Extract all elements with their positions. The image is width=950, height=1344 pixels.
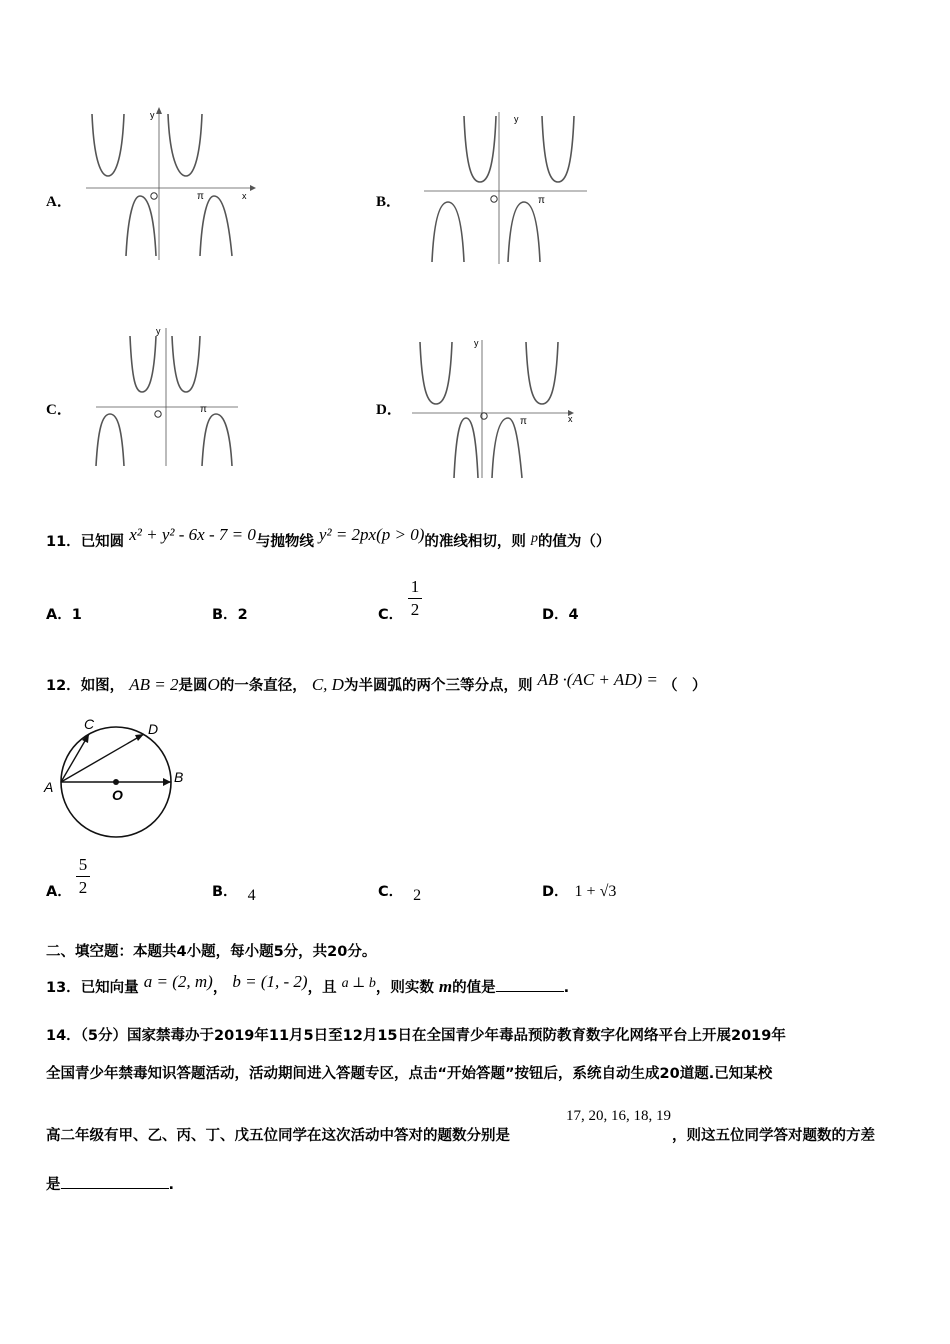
q11-option-b-value: 2 [237,607,248,623]
q14-line-4-text: 是 [46,1177,61,1193]
pi-tick-label: π [538,195,545,206]
q14-end: . [168,1177,175,1193]
q12-text4: 为半圆弧的两个三等分点，则 [343,678,533,694]
q12-number: 12． [46,678,81,694]
q12-text2: 是圆 [178,678,208,694]
section-2-heading: 二、填空题：本题共4小题，每小题5分，共20分。 [46,944,377,960]
q12-option-d [542,880,616,901]
q12-option-d-value: 1 + √3 [574,883,617,900]
q12-option-c [378,880,422,904]
q14-line-3a: 高二年级有甲、乙、丙、丁、戊五位同学在这次活动中答对的题数分别是 [46,1128,510,1144]
q13-var-m: m [438,977,453,996]
q13-text2: ，且 [307,980,337,996]
y-axis-label: y [514,114,519,124]
q13-end: . [563,980,570,996]
q11-text2: 与抛物线 [255,534,314,550]
q11-stem [46,525,611,551]
q11-text3: 的准线相切，则 [424,534,526,550]
y-axis-label: y [150,110,155,120]
fraction-numerator: 1 [410,577,420,596]
option-d-label: D． [376,402,402,418]
label-d: D [148,721,159,737]
fraction-denominator: 2 [410,600,420,619]
label-o: O [112,787,123,803]
q11-option-c-fraction [408,578,422,619]
q12-stem [46,670,707,695]
x-axis-label: x [568,414,573,424]
graph-option-c [92,322,242,470]
x-axis-label: x [242,191,247,201]
q12-option-c-value: 2 [413,887,422,904]
q12-text1: 如图， [80,678,125,694]
q14-line-1: 14．（5分）国家禁毒办于2019年11月5日至12月15日在全国青少年毒品预防教育数字化网络平台上开展2019年 [46,1028,786,1044]
graph-option-a [82,104,262,264]
q14-scores: 17, 20, 16, 18, 19 [566,1108,671,1124]
q13-comma: ， [212,980,228,996]
q11-text4: 的值为（） [537,534,611,550]
q11-option-d-value: 4 [568,607,579,623]
y-axis-label: y [474,338,479,348]
option-a-label: A． [46,194,72,210]
q12-option-a-fraction [76,856,90,897]
q11-option-a-label: A． [46,607,72,623]
y-axis-label: y [156,326,161,336]
q11-var-p: p [530,531,538,546]
q12-option-b-value: 4 [247,887,256,904]
q11-option-d-label: D． [542,607,569,623]
q12-text3: 的一条直径， [219,678,307,694]
q14-line-2: 全国青少年禁毒知识答题活动，活动期间进入答题专区，点击“开始答题”按钮后，系统自动生成20道题.已知某校 [46,1066,773,1082]
q13-vector-b: b = (1, - 2) [232,972,308,991]
q12-option-c-label: C． [378,884,404,900]
q11-option-d [542,603,579,624]
graph-option-b [422,106,597,268]
q13-text1: 已知向量 [80,980,139,996]
q12-vector-expression: AB ·(AC + AD) = [537,670,658,689]
pi-tick-label: π [200,404,207,415]
q12-circle-o: O [207,675,220,694]
q11-number: 11． [46,534,81,550]
q11-circle-equation: x² + y² - 6x - 7 = 0 [129,525,256,544]
q12-points-cd: C, D [311,675,344,694]
option-c-label: C． [46,402,72,418]
pi-tick-label: π [520,416,527,427]
q11-option-a [46,603,82,624]
option-b-label: B． [376,194,402,210]
q12-circle-figure [42,716,202,846]
q13-number: 13． [46,980,81,996]
q12-option-b-label: B． [212,884,238,900]
q11-option-b [212,603,248,624]
q11-option-c-label: C． [378,607,404,623]
q14-line-4 [46,1173,174,1194]
q13-stem [46,972,570,997]
q14-answer-blank[interactable] [61,1188,169,1189]
fraction-denominator: 2 [78,878,88,897]
q13-perpendicular: a ⊥ b [341,976,376,991]
q11-option-a-value: 1 [71,607,82,623]
q12-ab-equation: AB = 2 [129,675,179,694]
pi-tick-label: π [197,191,204,202]
label-b: B [174,769,184,785]
q11-option-b-label: B． [212,607,238,623]
fraction-numerator: 5 [78,855,88,874]
q12-option-b [212,880,256,904]
label-a: A [44,779,54,795]
q12-option-a-label: A． [46,884,72,900]
q13-vector-a: a = (2, m) [143,972,213,991]
q12-answer-paren: （ ） [662,678,707,694]
q13-text3: ，则实数 [375,980,434,996]
q11-text1: 已知圆 [80,534,125,550]
q14-line-3b: ，则这五位同学答对题数的方差 [672,1128,875,1144]
q13-text4: 的值是 [452,980,496,996]
q12-option-d-label: D． [542,884,569,900]
graph-option-d [410,334,580,480]
q11-parabola-equation: y² = 2px(p > 0) [318,525,425,544]
label-c: C [84,716,95,732]
q13-answer-blank[interactable] [496,991,564,992]
